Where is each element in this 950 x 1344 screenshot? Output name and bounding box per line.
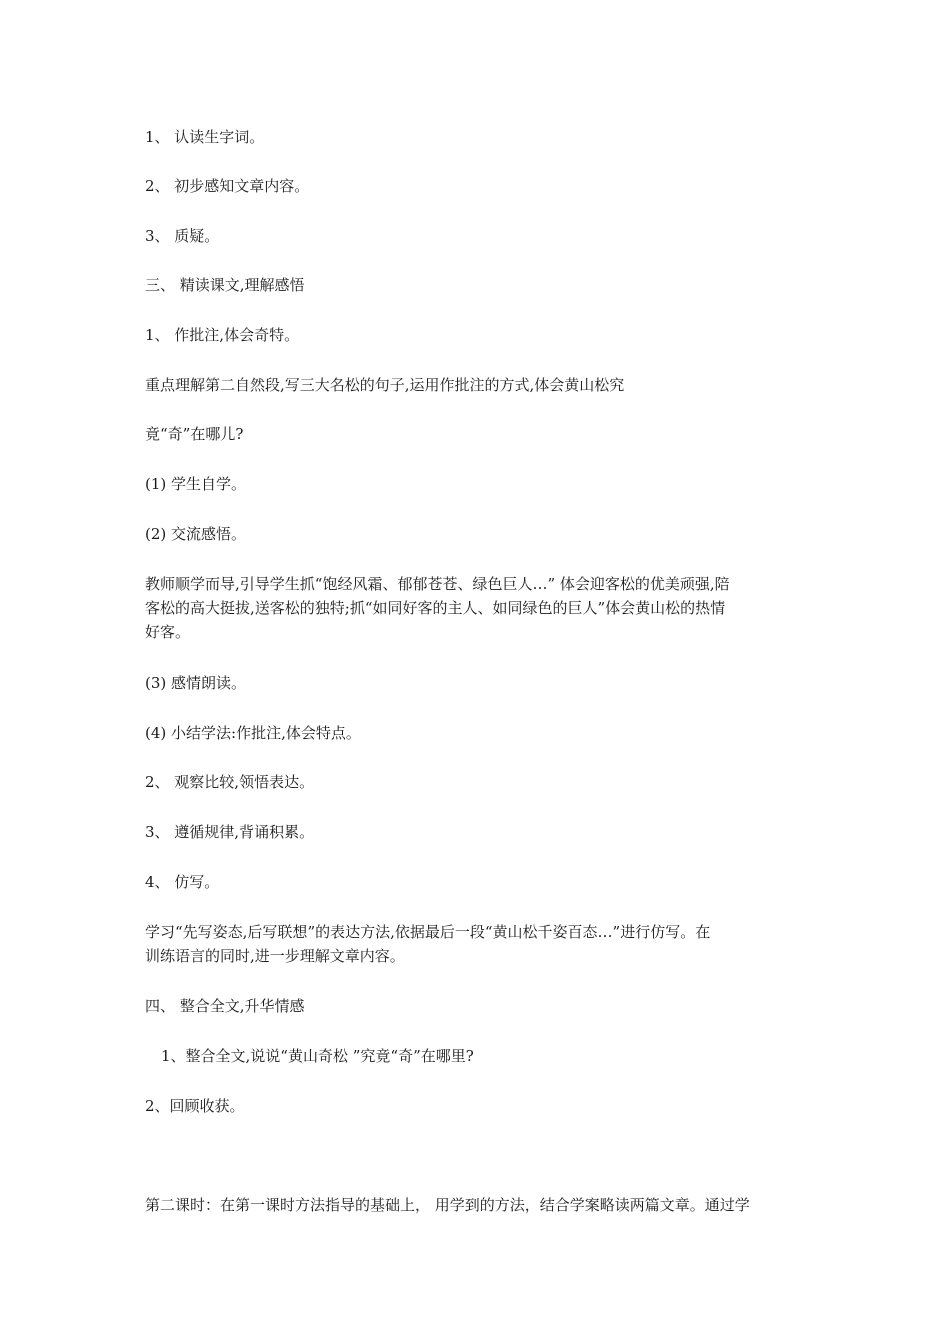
text-line: 教师顺学而导,引导学生抓“饱经风霜、郁郁苍苍、绿色巨人…” 体会迎客松的优美顽强,陪 [145,575,730,593]
text-line: 2、回顾收获。 [145,1097,245,1115]
text-line: 1、整合全文,说说“黄山奇松 ”究竟“奇”在哪里? [161,1047,474,1065]
text-line: 2、 观察比较,领悟表达。 [145,773,315,791]
text-line: 学习“先写姿态,后写联想”的表达方法,依据最后一段“黄山松千姿百态…”进行仿写。在 [145,923,711,941]
text-line: (1) 学生自学。 [145,475,247,493]
text-line: 客松的高大挺拔,送客松的独特;抓“如同好客的主人、如同绿色的巨人”体会黄山松的热情 [145,599,726,617]
text-line: 2、 初步感知文章内容。 [145,177,310,195]
text-line: 重点理解第二自然段,写三大名松的句子,运用作批注的方式,体会黄山松究 [145,376,625,394]
text-line: (3) 感情朗读。 [145,674,247,692]
section-heading: 三、 精读课文,理解感悟 [145,276,305,294]
text-line: 第二课时：在第一课时方法指导的基础上， 用学到的方法，结合学案略读两篇文章。通过学 [145,1196,750,1214]
text-line: 3、 遵循规律,背诵积累。 [145,823,315,841]
section-heading: 四、 整合全文,升华情感 [145,997,305,1015]
text-line: 训练语言的同时,进一步理解文章内容。 [145,947,405,965]
text-line: 1、 认读生字词。 [145,128,265,146]
text-line: 1、 作批注,体会奇特。 [145,326,300,344]
text-line: 竟“奇”在哪儿? [145,425,244,443]
text-line: (4) 小结学法:作批注,体会特点。 [145,724,361,742]
text-line: 3、 质疑。 [145,227,220,245]
text-line: 4、 仿写。 [145,873,220,891]
text-line: 好客。 [145,623,191,641]
text-line: (2) 交流感悟。 [145,525,247,543]
